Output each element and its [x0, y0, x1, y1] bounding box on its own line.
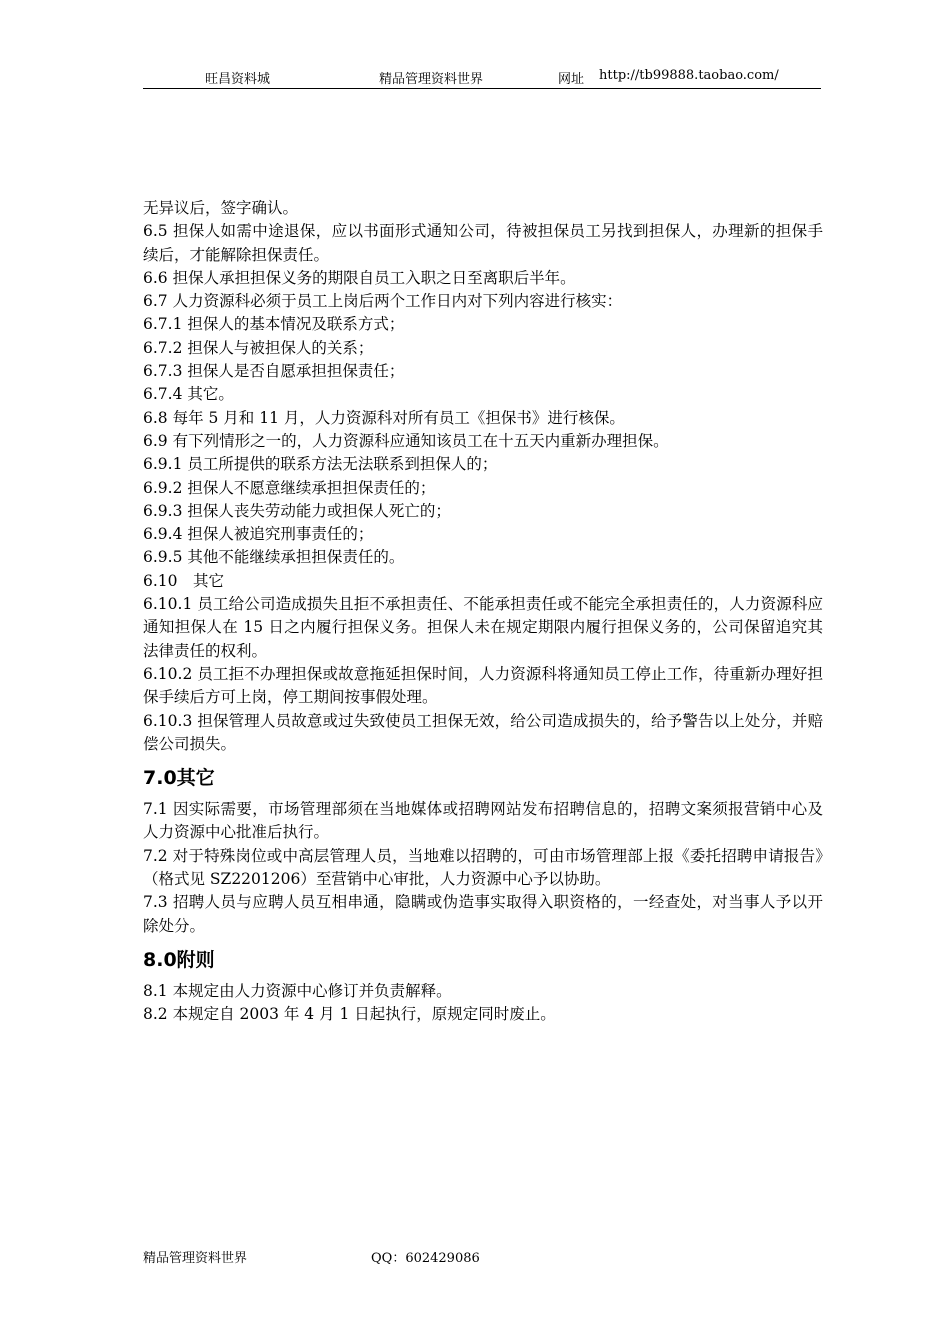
paragraph: 6.6 担保人承担担保义务的期限自员工入职之日至离职后半年。 [143, 268, 576, 287]
paragraph: 6.7.1 担保人的基本情况及联系方式； [143, 315, 405, 334]
section-8-heading: 8.0附则 [143, 948, 215, 971]
paragraph: 6.10.2 员工拒不办理担保或故意拖延担保时间，人力资源科将通知员工停止工作，待重新办理好担保手续后方可上岗，停工期间按事假处理。 [143, 664, 823, 707]
paragraph: 无异议后，签字确认。 [143, 199, 299, 217]
footer-site-name: 精品管理资料世界 [143, 1251, 248, 1266]
paragraph: 6.9 有下列情形之一的，人力资源科应通知该员工在十五天内重新办理担保。 [143, 431, 669, 450]
paragraph: 6.7.3 担保人是否自愿承担担保责任； [143, 362, 405, 381]
paragraph: 6.5 担保人如需中途退保，应以书面形式通知公司，待被担保员工另找到担保人，办理新的担保手续后，才能解除担保责任。 [143, 222, 823, 264]
paragraph: 6.8 每年 5 月和 11 月，人力资源科对所有员工《担保书》进行核保。 [143, 408, 625, 427]
footer-qq: QQ：602429086 [371, 1251, 480, 1266]
section-7-heading: 7.0其它 [143, 767, 215, 790]
header-url-label: 网址 [558, 72, 585, 87]
document-body [143, 197, 823, 1027]
paragraph: 6.7.2 担保人与被担保人的关系； [143, 338, 374, 357]
paragraph: 7.2 对于特殊岗位或中高层管理人员，当地难以招聘的，可由市场管理部上报《委托招聘申请报告》（格式见 SZ2201206）至营销中心审批，人力资源中心予以协助。 [143, 846, 823, 889]
paragraph: 6.9.1 员工所提供的联系方法无法联系到担保人的； [143, 455, 498, 474]
paragraph: 6.9.5 其他不能继续承担担保责任的。 [143, 548, 405, 567]
header-site-name: 旺昌资料城 [205, 72, 271, 87]
paragraph: 6.7 人力资源科必须于员工上岗后两个工作日内对下列内容进行核实： [143, 292, 623, 311]
header-url-link[interactable]: http://tb99888.taobao.com/ [599, 68, 779, 83]
header-tagline: 精品管理资料世界 [379, 72, 484, 87]
paragraph: 8.1 本规定由人力资源中心修订并负责解释。 [143, 981, 452, 1000]
paragraph: 6.9.3 担保人丧失劳动能力或担保人死亡的； [143, 501, 451, 520]
paragraph: 8.2 本规定自 2003 年 4 月 1 日起执行，原规定同时废止。 [143, 1005, 556, 1024]
page-header [143, 68, 821, 89]
paragraph: 7.3 招聘人员与应聘人员互相串通，隐瞒或伪造事实取得入职资格的，一经查处，对当事人予以开除处分。 [143, 893, 823, 935]
paragraph: 7.1 因实际需要，市场管理部须在当地媒体或招聘网站发布招聘信息的，招聘文案须报营销中心及人力资源中心批准后执行。 [143, 800, 823, 842]
paragraph: 6.10.1 员工给公司造成损失且拒不承担责任、不能承担责任或不能完全承担责任的，人力资源科应通知担保人在 15 日之内履行担保义务。担保人未在规定期限内履行担保义务的，公司保留追究其法律责任的权利。 [143, 595, 823, 660]
paragraph: 6.10 其它 [143, 571, 225, 590]
paragraph: 6.7.4 其它。 [143, 385, 234, 404]
paragraph: 6.9.4 担保人被追究刑事责任的； [143, 525, 374, 544]
paragraph: 6.9.2 担保人不愿意继续承担担保责任的； [143, 478, 436, 497]
paragraph: 6.10.3 担保管理人员故意或过失致使员工担保无效，给公司造成损失的，给予警告以上处分，并赔偿公司损失。 [143, 711, 823, 753]
